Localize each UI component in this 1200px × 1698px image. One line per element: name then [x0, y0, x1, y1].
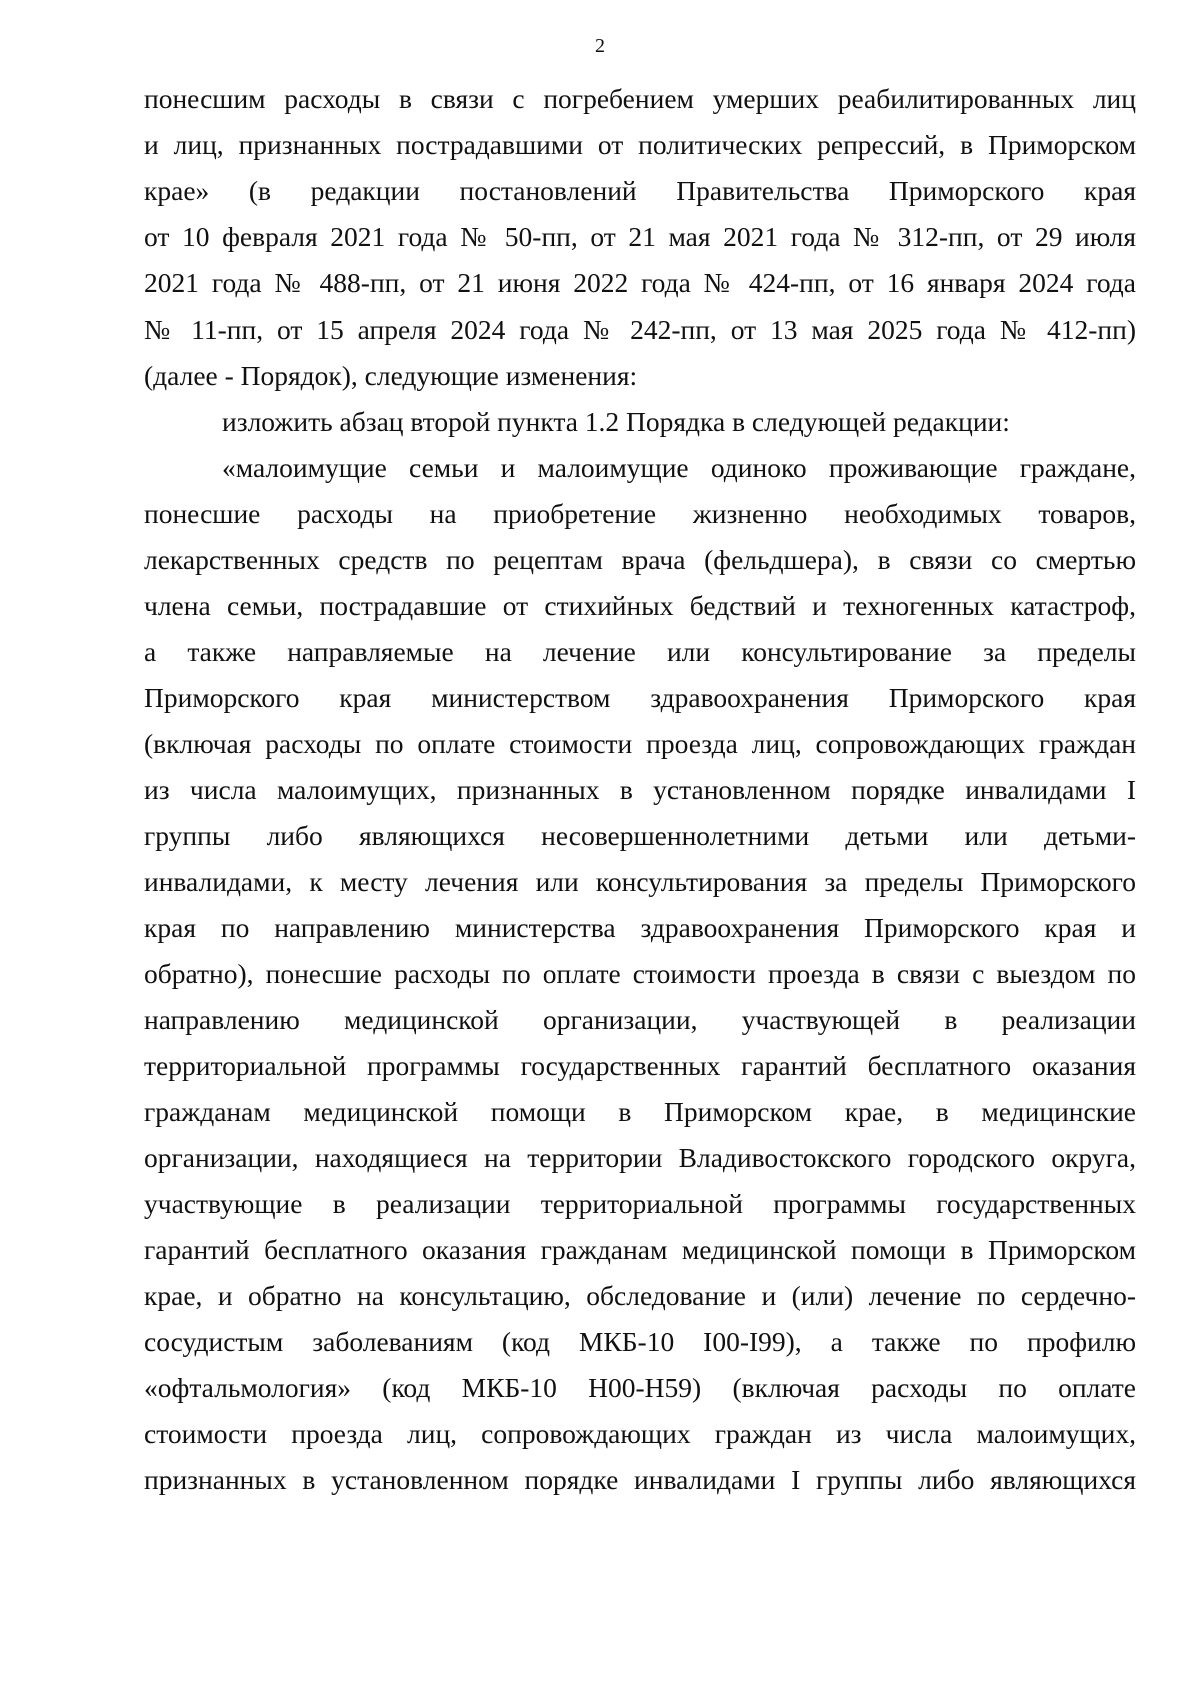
text-line: (включая расходы по оплате стоимости проезда лиц, сопровождающих граждан	[144, 728, 1136, 759]
page-number: 2	[595, 35, 605, 57]
text-line: инвалидами, к месту лечения или консультирования за пределы Приморского	[144, 866, 1136, 897]
text-line: края по направлению министерства здравоохранения Приморского края и	[144, 912, 1136, 943]
text-line: понесшие расходы на приобретение жизненно необходимых товаров,	[144, 498, 1136, 529]
text-line: 2021 года № 488-пп, от 21 июня 2022 года № 424-пп, от 16 января 2024 года	[144, 267, 1136, 298]
text-line: группы либо являющихся несовершеннолетними детьми или детьми-	[144, 820, 1136, 851]
text-line: обратно), понесшие расходы по оплате стоимости проезда в связи с выездом по	[144, 958, 1136, 989]
text-line: «малоимущие семьи и малоимущие одиноко проживающие граждане,	[222, 452, 1136, 483]
text-line: от 10 февраля 2021 года № 50-пп, от 21 мая 2021 года № 312-пп, от 29 июля	[144, 221, 1136, 252]
text-line: стоимости проезда лиц, сопровождающих граждан из числа малоимущих,	[144, 1418, 1136, 1449]
text-line: № 11-пп, от 15 апреля 2024 года № 242-пп, от 13 мая 2025 года № 412-пп)	[144, 314, 1136, 345]
text-line: и лиц, признанных пострадавшими от политических репрессий, в Приморском	[144, 129, 1136, 160]
text-line: изложить абзац второй пункта 1.2 Порядка в следующей редакции:	[222, 406, 1010, 437]
text-line: Приморского края министерством здравоохранения Приморского края	[144, 682, 1136, 713]
text-line: гражданам медицинской помощи в Приморском крае, в медицинские	[144, 1096, 1136, 1127]
text-line: крае» (в редакции постановлений Правительства Приморского края	[144, 175, 1136, 206]
text-line: признанных в установленном порядке инвалидами I группы либо являющихся	[144, 1464, 1136, 1495]
text-line: из числа малоимущих, признанных в установленном порядке инвалидами I	[144, 774, 1136, 805]
text-line: участвующие в реализации территориальной программы государственных	[144, 1188, 1136, 1219]
text-line: (далее - Порядок), следующие изменения:	[144, 360, 638, 391]
text-line: а также направляемые на лечение или консультирование за пределы	[144, 636, 1136, 667]
text-line: лекарственных средств по рецептам врача (фельдшера), в связи со смертью	[144, 544, 1136, 575]
text-line: понесшим расходы в связи с погребением умерших реабилитированных лиц	[144, 83, 1136, 114]
text-line: члена семьи, пострадавшие от стихийных бедствий и техногенных катастроф,	[144, 590, 1136, 621]
text-line: крае, и обратно на консультацию, обследование и (или) лечение по сердечно-	[144, 1280, 1136, 1311]
text-line: территориальной программы государственных гарантий бесплатного оказания	[144, 1050, 1136, 1081]
text-line: «офтальмология» (код МКБ-10 H00-H59) (включая расходы по оплате	[144, 1372, 1136, 1403]
text-line: сосудистым заболеваниям (код МКБ-10 I00-I99), а также по профилю	[144, 1326, 1136, 1357]
text-line: направлению медицинской организации, участвующей в реализации	[144, 1004, 1136, 1035]
text-line: гарантий бесплатного оказания гражданам медицинской помощи в Приморском	[144, 1234, 1136, 1265]
text-line: организации, находящиеся на территории Владивостокского городского округа,	[144, 1142, 1136, 1173]
